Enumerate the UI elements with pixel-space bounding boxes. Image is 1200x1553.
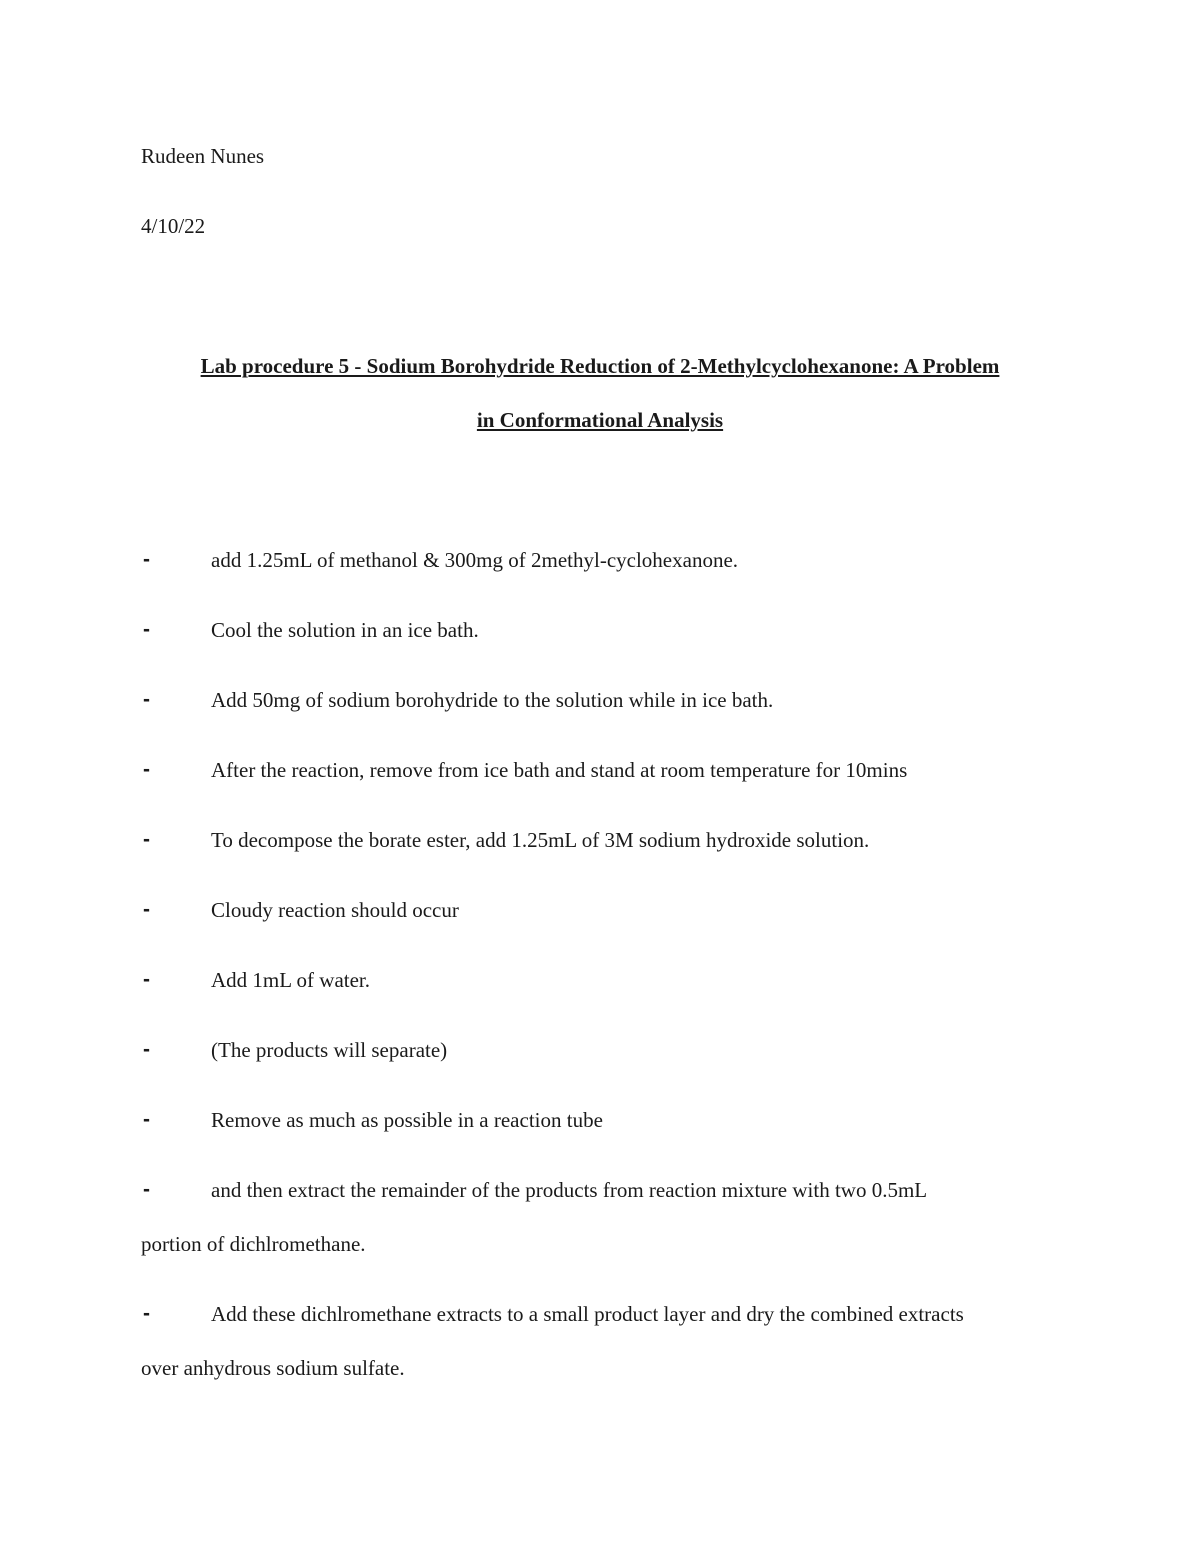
step-text: and then extract the remainder of the products from reaction mixture with two 0.5mL [211, 1178, 928, 1202]
step-text: Add 1mL of water. [211, 968, 371, 992]
step-text: add 1.25mL of methanol & 300mg of 2methyl-cyclohexanone. [211, 548, 739, 572]
bullet-dash: - [143, 548, 150, 571]
bullet-dash: - [143, 1178, 150, 1201]
step-text: To decompose the borate ester, add 1.25mL of 3M sodium hydroxide solution. [211, 828, 870, 852]
bullet-dash: - [143, 1302, 150, 1325]
bullet-dash: - [143, 828, 150, 851]
step-text: Cool the solution in an ice bath. [211, 618, 479, 642]
bullet-dash: - [143, 968, 150, 991]
bullet-dash: - [143, 618, 150, 641]
step-text: (The products will separate) [211, 1038, 448, 1062]
step-text: Add 50mg of sodium borohydride to the solution while in ice bath. [211, 688, 774, 712]
bullet-dash: - [143, 1108, 150, 1131]
title-line-1: Lab procedure 5 - Sodium Borohydride Reduction of 2-Methylcyclohexanone: A Problem [200, 354, 1000, 378]
step-text-continuation: portion of dichlromethane. [141, 1232, 366, 1256]
step-text: Add these dichlromethane extracts to a small product layer and dry the combined extracts [211, 1302, 964, 1326]
author-name: Rudeen Nunes [141, 144, 265, 168]
step-text: After the reaction, remove from ice bath and stand at room temperature for 10mins [211, 758, 908, 782]
bullet-dash: - [143, 898, 150, 921]
bullet-dash: - [143, 758, 150, 781]
step-text-continuation: over anhydrous sodium sulfate. [141, 1356, 405, 1380]
bullet-dash: - [143, 1038, 150, 1061]
title-line-2: in Conformational Analysis [476, 408, 724, 432]
bullet-dash: - [143, 688, 150, 711]
document-date: 4/10/22 [141, 214, 206, 238]
step-text: Remove as much as possible in a reaction tube [211, 1108, 603, 1132]
step-text: Cloudy reaction should occur [211, 898, 459, 922]
